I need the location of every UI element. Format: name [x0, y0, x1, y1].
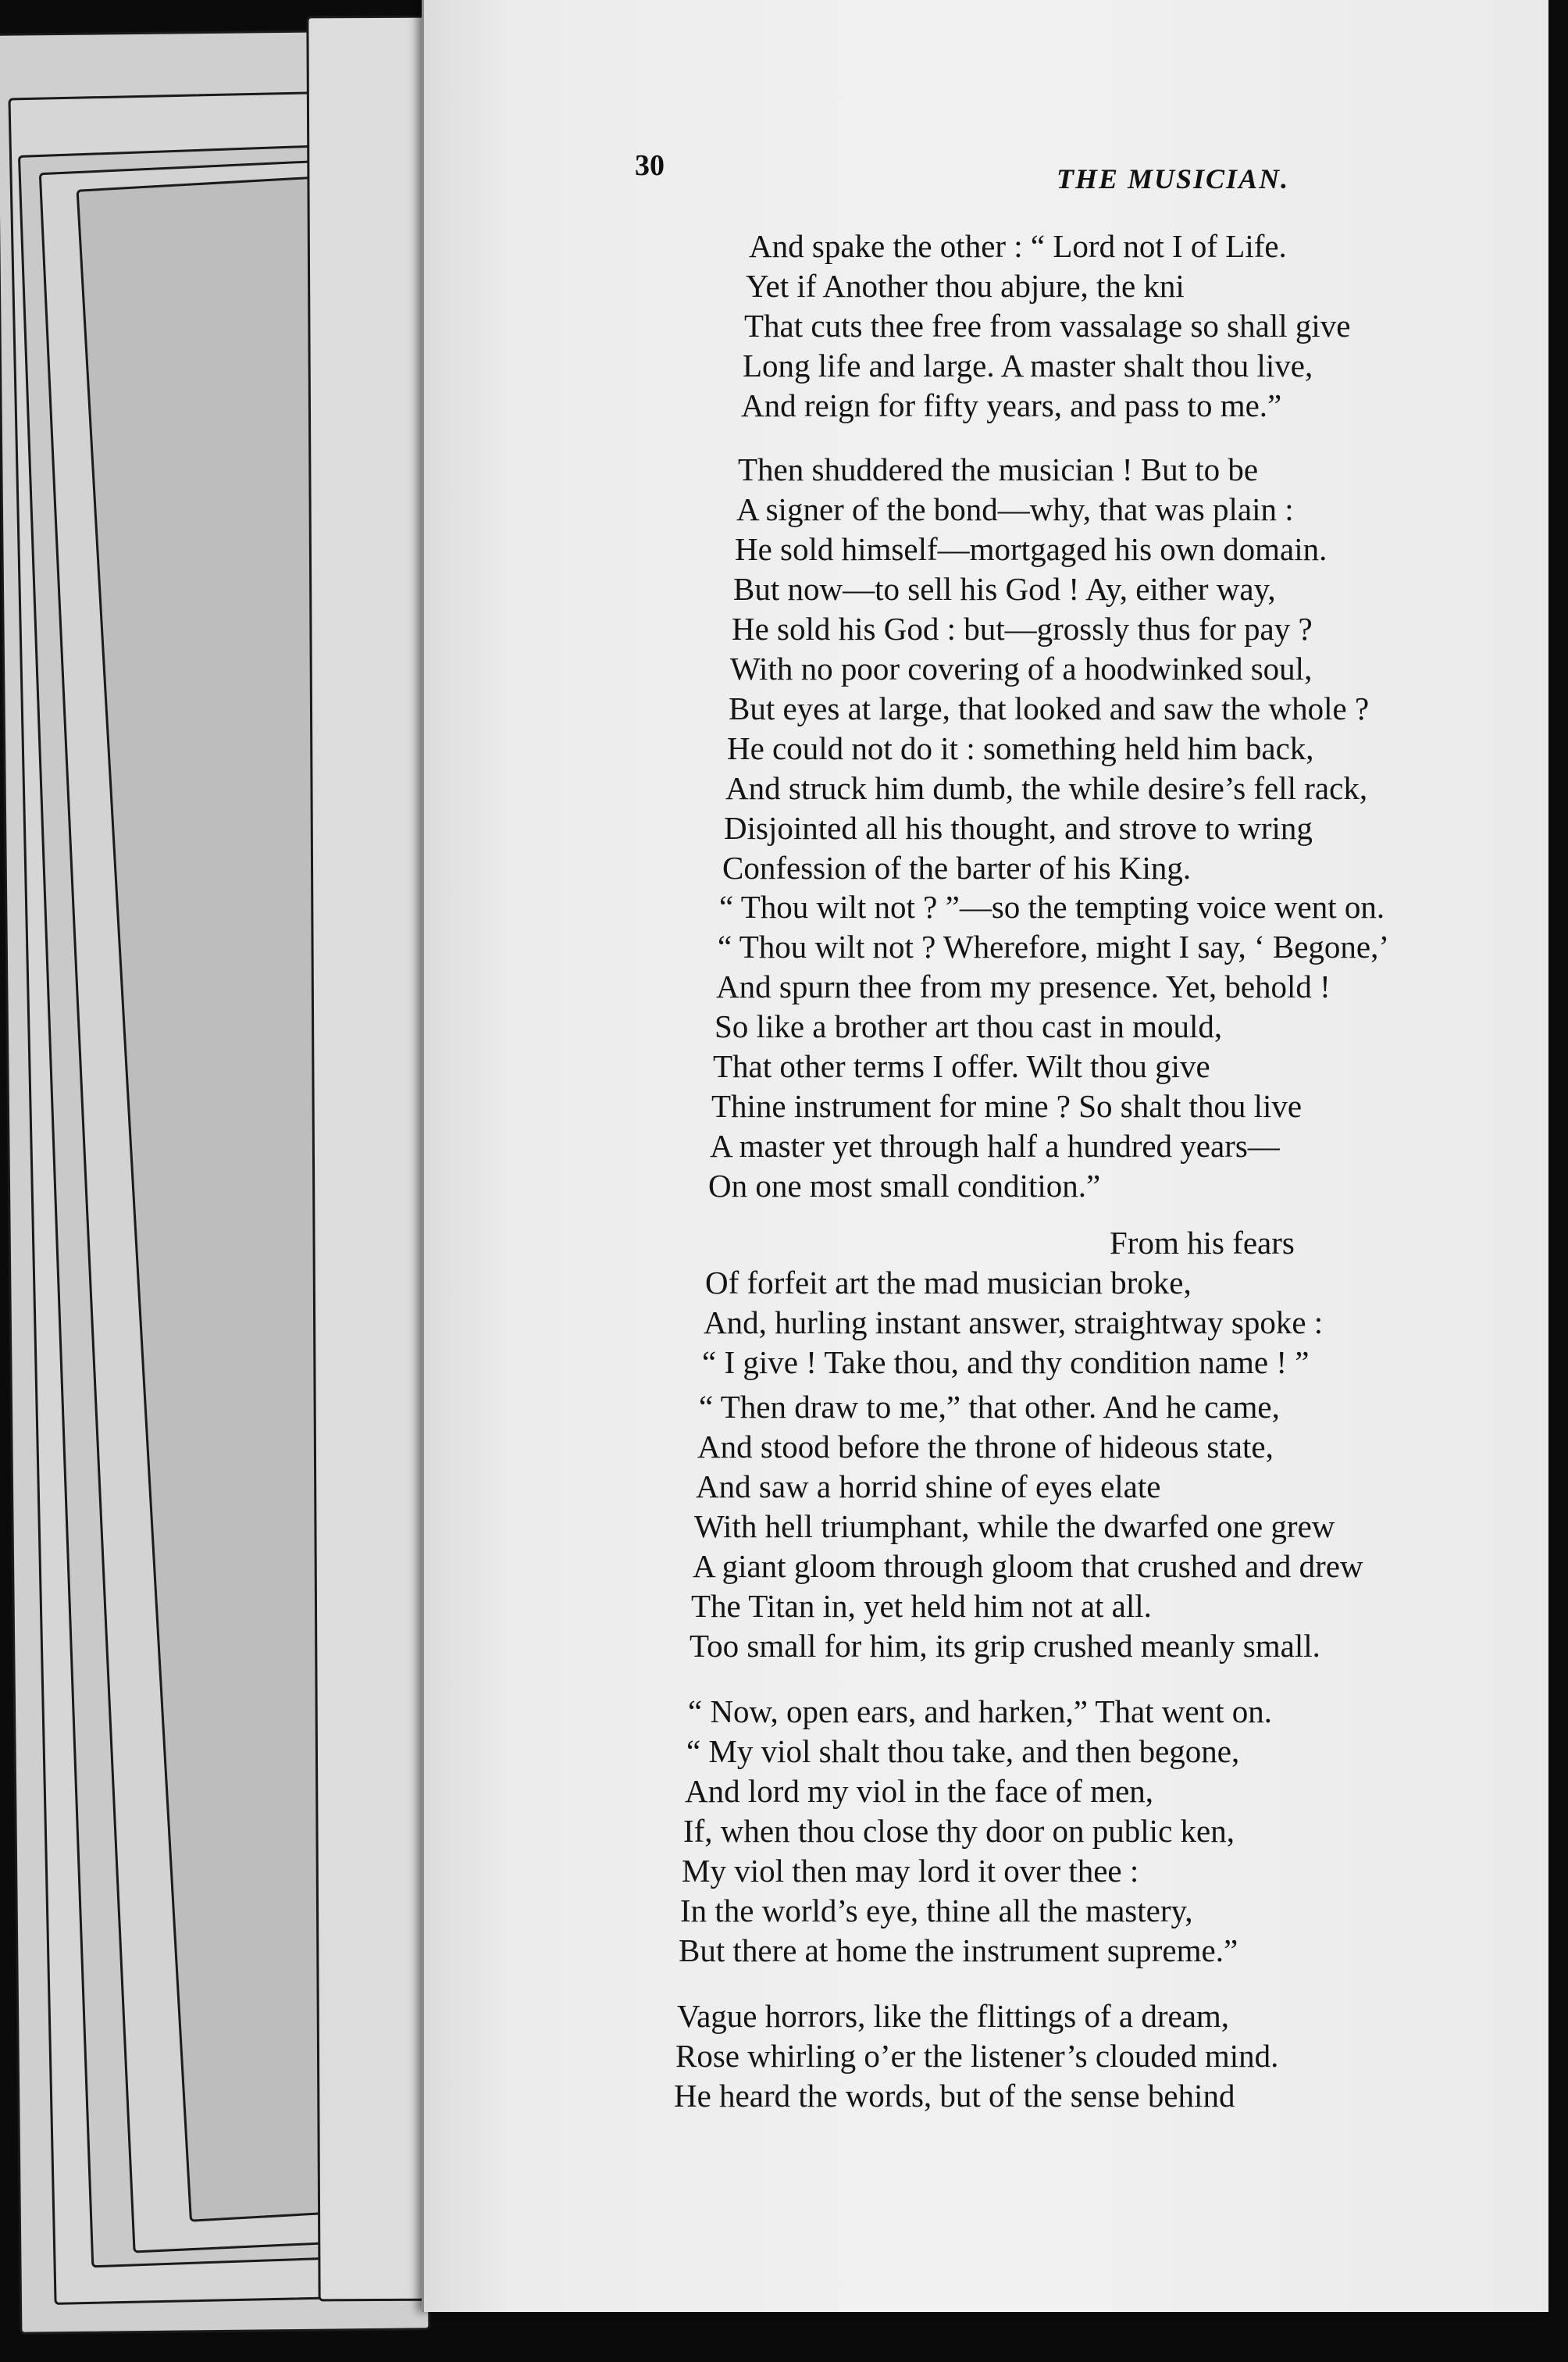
running-title: THE MUSICIAN. [1057, 163, 1290, 194]
poem-line: And, hurling instant answer, straightway spoke : [704, 1304, 1324, 1340]
poem-line: With no poor covering of a hoodwinked soul, [730, 651, 1313, 687]
poem-line: Confession of the barter of his King. [722, 850, 1192, 886]
book-page [422, 0, 1548, 2312]
poem-line: And struck him dumb, the while desire’s fell rack, [725, 770, 1368, 806]
poem-line: So like a brother art thou cast in mould, [715, 1008, 1223, 1044]
poem-line: And saw a horrid shine of eyes elate [696, 1468, 1161, 1504]
poem-line: But now—to sell his God ! Ay, either way, [733, 571, 1276, 607]
poem-line: From his fears [1110, 1225, 1295, 1261]
poem-line: A giant gloom through gloom that crushed and drew [693, 1548, 1363, 1584]
poem-line: “ Then draw to me,” that other. And he came, [699, 1389, 1280, 1425]
poem-line: Disjointed all his thought, and strove to wring [724, 810, 1313, 846]
poem-line: He sold his God : but—grossly thus for pay ? [732, 611, 1313, 647]
poem-line: But eyes at large, that looked and saw the whole ? [729, 690, 1370, 726]
poem-line: With hell triumphant, while the dwarfed one grew [694, 1508, 1335, 1544]
poem-line: Vague horrors, like the flittings of a dream, [677, 1998, 1230, 2034]
poem-line: In the world’s eye, thine all the mastery, [680, 1893, 1193, 1928]
poem-line: And spurn thee from my presence. Yet, behold ! [716, 969, 1331, 1004]
poem-line: Yet if Another thou abjure, the kni [746, 268, 1185, 304]
poem-line: “ Thou wilt not ? ”—so the tempting voice went on. [719, 889, 1385, 925]
poem-line: If, when thou close thy door on public ken, [683, 1813, 1235, 1849]
poem-line: On one most small condition.” [708, 1168, 1101, 1204]
poem-line: And spake the other : “ Lord not I of Life. [749, 228, 1287, 264]
poem-line: “ I give ! Take thou, and thy condition name ! ” [702, 1344, 1310, 1380]
poem-line: Thine instrument for mine ? So shalt thou live [711, 1088, 1303, 1124]
poem-line: My viol then may lord it over thee : [682, 1853, 1139, 1889]
poem-line: A signer of the bond—why, that was plain : [736, 491, 1294, 527]
poem-line: He sold himself—mortgaged his own domain. [735, 531, 1327, 567]
poem-line: Long life and large. A master shalt thou live, [743, 348, 1313, 384]
poem-line: And stood before the throne of hideous state, [697, 1429, 1274, 1465]
page-number: 30 [635, 149, 665, 182]
poem-line: Rose whirling o’er the listener’s clouded mind. [675, 2038, 1279, 2074]
poem-line: That cuts thee free from vassalage so shall give [744, 308, 1351, 344]
poem-line: He could not do it : something held him back, [727, 730, 1314, 766]
poem-line: Too small for him, its grip crushed meanly small. [690, 1628, 1320, 1664]
running-head [424, 148, 1548, 195]
poem-line: A master yet through half a hundred years— [710, 1128, 1280, 1164]
poem-line: “ Now, open ears, and harken,” That went on. [688, 1693, 1272, 1729]
poem-line: And lord my viol in the face of men, [685, 1773, 1154, 1809]
poem-line: The Titan in, yet held him not at all. [691, 1588, 1152, 1624]
poem-line: “ My viol shalt thou take, and then begone, [686, 1733, 1240, 1769]
poem-line: And reign for fifty years, and pass to me.” [741, 387, 1282, 423]
poem-line: That other terms I offer. Wilt thou give [713, 1048, 1210, 1084]
poem-line: Of forfeit art the mad musician broke, [705, 1265, 1192, 1301]
poem-line: But there at home the instrument supreme.” [679, 1932, 1238, 1968]
poem-line: He heard the words, but of the sense behind [674, 2078, 1235, 2114]
poem-line: “ Thou wilt not ? Wherefore, might I say, ‘ Begone,’ [718, 929, 1389, 965]
poem-line: Then shuddered the musician ! But to be [738, 451, 1259, 487]
